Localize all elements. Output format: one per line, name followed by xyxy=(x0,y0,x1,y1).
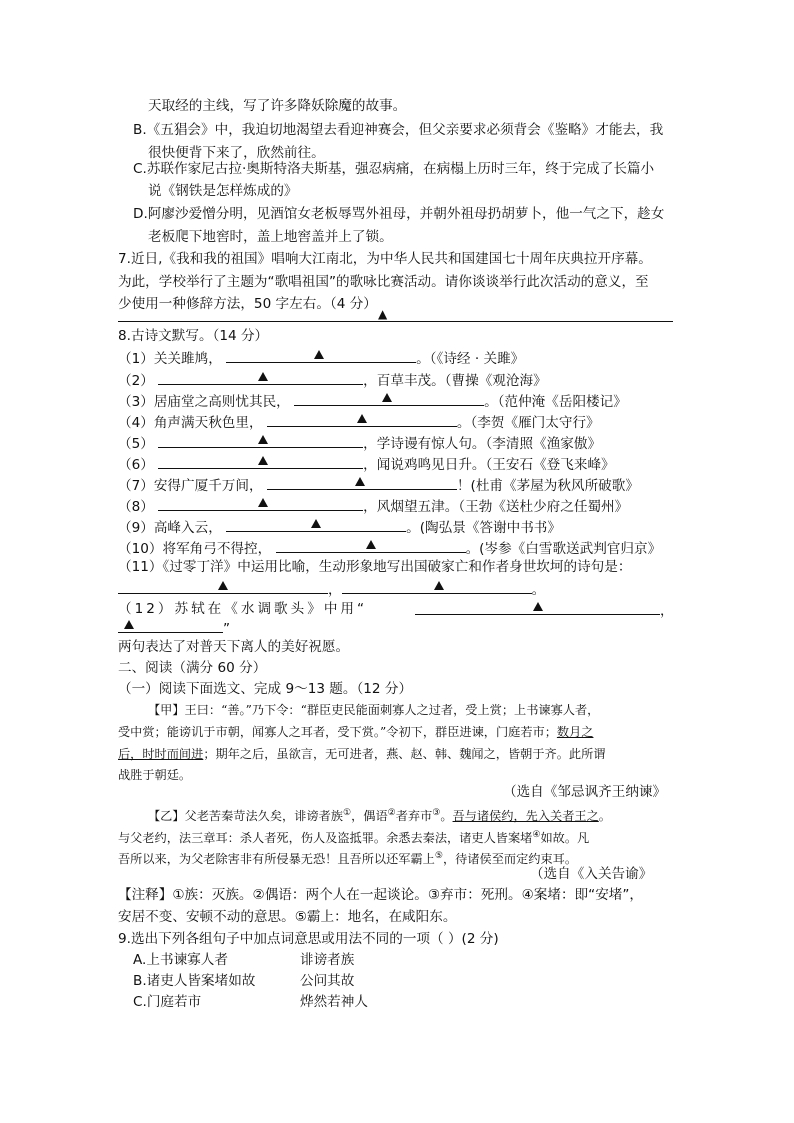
verse-source: ，闻说鸡鸣见日升。（王安石《登飞来峰》 xyxy=(363,457,615,473)
yi-text: 者弃市 xyxy=(395,809,433,824)
answer-blank[interactable] xyxy=(158,432,363,448)
q8-row-11-blanks xyxy=(118,578,545,600)
q8-row-4 xyxy=(118,411,600,433)
triangle-icon xyxy=(357,414,367,423)
verse-source: ！(杜甫《茅屋为秋风所破歌》 xyxy=(456,478,639,494)
triangle-icon xyxy=(218,581,228,590)
q8-row-12-blank-a xyxy=(415,599,674,621)
footnote-mark: ④ xyxy=(532,830,541,840)
verse-pre: 关关雎鸠， xyxy=(153,351,222,367)
triangle-icon xyxy=(382,393,392,402)
q9-stem: 9.选出下列各组句子中加点词意思或用法不同的一项（ ）(2 分) xyxy=(118,931,499,947)
verse-pre: 将军角弓不得控， xyxy=(162,541,272,557)
q7-line-2: 为此，学校举行了主题为“歌唱祖国”的歌咏比赛活动。请你谈谈举行此次活动的意义，至 xyxy=(118,274,649,290)
triangle-icon xyxy=(311,519,321,528)
q8-row-11: （11）《过零丁洋》中运用比喻，生动形象地写出国破家亡和作者身世坎坷的诗句是： xyxy=(118,559,632,575)
verse-source: 。(岑参《白雪歌送武判官归京》 xyxy=(465,541,662,557)
yi-text: ，待诸侯至而定约束耳。 xyxy=(442,852,578,867)
triangle-icon xyxy=(258,372,268,381)
q8-row-2 xyxy=(118,369,547,391)
verse-pre: 居庙堂之高则忧其民， xyxy=(153,394,290,410)
verse-source: ，学诗谩有惊人句。（李清照《渔家傲》 xyxy=(363,436,602,452)
comma: ， xyxy=(660,603,674,619)
verse-source: ，百草丰茂。（曹操《观沧海》 xyxy=(363,373,547,389)
yi-text: 与父老约，法三章耳：杀人者死，伤人及盗抵罪。余悉去秦法，诸吏人皆案堵 xyxy=(118,831,533,846)
q9-option-a-right: 诽谤者族 xyxy=(300,952,355,968)
answer-blank[interactable] xyxy=(342,578,532,594)
answer-blank[interactable] xyxy=(276,537,466,553)
separator: ， xyxy=(328,582,342,598)
verse-source: 。（李贺《雁门太守行》 xyxy=(456,415,600,431)
q8-row-8 xyxy=(118,495,628,517)
answer-blank[interactable] xyxy=(267,474,457,490)
section-subtitle: （一）阅读下面选文、完成 9～13 题。（12 分） xyxy=(118,681,413,697)
yi-text: 。 xyxy=(598,809,611,824)
answer-marker: ▲ xyxy=(378,307,388,321)
q9-option-a-left: A.上书谏寡人者 xyxy=(133,952,228,968)
q6-option-b: B.《五猖会》中，我迫切地渴望去看迎神赛会，但父亲要求必须背会《鉴略》才能去，我 xyxy=(133,122,664,138)
notes-line-2: 安居不变、安顿不动的意思。⑤霸上：地名，在咸阳东。 xyxy=(118,909,457,925)
q8-row-3 xyxy=(118,390,627,412)
q7-answer-line[interactable] xyxy=(118,321,673,322)
yi-line-1 xyxy=(148,803,611,826)
jia-text: 受中赏；能谤讥于市朝，闻寡人之耳者，受下赏。”令初下，群臣进谏，门庭若市； xyxy=(118,725,557,739)
q8-row-5 xyxy=(118,432,601,454)
row-number: （2） xyxy=(118,373,154,389)
answer-blank[interactable] xyxy=(267,411,457,427)
q6-option-a-cont: 天取经的主线，写了许多降妖除魔的故事。 xyxy=(148,98,407,114)
answer-blank[interactable] xyxy=(158,495,363,511)
yi-line-2 xyxy=(118,825,589,848)
notes-line-1: 【注释】①族：灭族。②偶语：两个人在一起谈论。③弃市：死刑。④案堵：即“安堵”， xyxy=(118,887,644,903)
yi-line-3 xyxy=(118,846,577,869)
footnote-mark: ② xyxy=(387,808,396,818)
footnote-mark: ① xyxy=(343,808,352,818)
verse-pre: 安得广厦千万间， xyxy=(153,478,263,494)
q8-row-12-blank-b xyxy=(118,617,230,639)
footnote-mark: ③ xyxy=(432,808,441,818)
end-mark: 。 xyxy=(531,582,546,598)
row-number: （6） xyxy=(118,457,154,473)
yi-text: ，偶语 xyxy=(351,809,388,824)
answer-blank[interactable] xyxy=(415,599,660,615)
answer-blank[interactable] xyxy=(158,369,363,385)
q6-option-b-cont: 很快便背下来了，欣然前往。 xyxy=(148,145,325,161)
q8-row-12-tail: 两句表达了对普天下离人的美好祝愿。 xyxy=(118,639,350,655)
triangle-icon xyxy=(258,456,268,465)
q9-option-b-left: B.诸吏人皆案堵如故 xyxy=(133,973,256,989)
jia-line-4: 战胜于朝廷。 xyxy=(118,768,192,782)
row-number: （5） xyxy=(118,436,154,452)
verse-source: 。（《诗经 · 关雎》 xyxy=(416,351,525,367)
section-title: 二、阅读（满分 60 分） xyxy=(118,660,267,676)
underlined-text: 吾与诸侯约，先入关者王之 xyxy=(452,809,599,824)
q7-line-3: 少使用一种修辞方法，50 字左右。（4 分） xyxy=(118,296,377,312)
q8-row-7 xyxy=(118,474,639,496)
row-number: （9） xyxy=(118,520,154,536)
yi-source: （选自《入关告谕》 xyxy=(530,866,653,882)
q9-option-b-right: 公问其故 xyxy=(300,973,355,989)
q8-row-12: （12）苏轼在《水调歌头》中用“ xyxy=(118,601,368,617)
triangle-icon xyxy=(533,602,543,611)
row-number: （7） xyxy=(118,478,154,494)
row-number: （1） xyxy=(118,351,154,367)
verse-source: ，风烟望五津。（王勃《送杜少府之任蜀州》 xyxy=(363,499,629,515)
row-number: （4） xyxy=(118,415,154,431)
q8-row-9 xyxy=(118,516,561,538)
footnote-mark: ⑤ xyxy=(434,851,443,861)
q7-line-1: 7.近日,《我和我的祖国》唱响大江南北，为中华人民共和国建国七十周年庆典拉开序幕。 xyxy=(118,251,652,267)
yi-text: 【乙】父老苦秦苛法久矣，诽谤者族 xyxy=(148,809,343,824)
close-quote: ” xyxy=(223,621,231,637)
jia-source: （选自《邹忌讽齐王纳谏》 xyxy=(503,784,667,800)
q8-row-1 xyxy=(118,347,524,369)
row-number: （10） xyxy=(118,541,163,557)
q6-option-c-cont: 说《钢铁是怎样炼成的》 xyxy=(148,183,298,199)
triangle-icon xyxy=(124,620,134,629)
row-number: （3） xyxy=(118,394,154,410)
triangle-icon xyxy=(314,350,324,359)
triangle-icon xyxy=(434,581,444,590)
underlined-text: 后，时时而间进 xyxy=(118,747,204,761)
triangle-icon xyxy=(258,435,268,444)
yi-text: 吾所以来，为父老除害非有所侵暴无恐！且吾所以还军霸上 xyxy=(118,852,435,867)
answer-blank[interactable] xyxy=(226,516,406,532)
answer-blank[interactable] xyxy=(118,617,223,633)
q6-option-d-cont: 老板爬下地窖时，盖上地窖盖并上了锁。 xyxy=(148,229,393,245)
verse-pre: 角声满天秋色里， xyxy=(153,415,263,431)
q8-title: 8.古诗文默写。（14 分） xyxy=(118,328,269,344)
row-number: （8） xyxy=(118,499,154,515)
q8-row-6 xyxy=(118,453,615,475)
answer-blank[interactable] xyxy=(226,347,416,363)
triangle-icon xyxy=(355,477,365,486)
verse-pre: 高峰入云， xyxy=(153,520,222,536)
jia-line-3 xyxy=(118,744,606,764)
jia-line-2 xyxy=(118,722,593,742)
yi-text: 。 xyxy=(440,809,453,824)
underlined-text: 数月之 xyxy=(556,725,594,739)
triangle-icon xyxy=(258,498,268,507)
triangle-icon xyxy=(366,540,376,549)
yi-text: 如故。凡 xyxy=(540,831,590,846)
q6-option-d: D.阿廖沙爱憎分明，见酒馆女老板辱骂外祖母，并朝外祖母扔胡萝卜，他一气之下，趁女 xyxy=(133,206,665,222)
answer-blank[interactable] xyxy=(158,453,363,469)
q9-option-c-right: 烨然若神人 xyxy=(300,994,368,1010)
jia-line-1: 【甲】王曰：“善。”乃下令：“群臣吏民能面刺寡人之过者，受上赏；上书谏寡人者， xyxy=(148,703,600,717)
q8-row-10 xyxy=(118,537,661,559)
jia-text: ；期年之后，虽欲言，无可进者，燕、赵、韩、魏闻之，皆朝于齐。此所谓 xyxy=(203,747,606,761)
answer-blank[interactable] xyxy=(118,578,328,594)
q6-option-c: C.苏联作家尼古拉·奥斯特洛夫斯基，强忍病痛，在病榻上历时三年，终于完成了长篇小 xyxy=(133,161,655,177)
q9-option-c-left: C.门庭若市 xyxy=(133,994,202,1010)
verse-source: 。(陶弘景《答谢中书书》 xyxy=(406,520,561,536)
verse-source: 。（范仲淹《岳阳楼记》 xyxy=(484,394,627,410)
answer-blank[interactable] xyxy=(294,390,484,406)
